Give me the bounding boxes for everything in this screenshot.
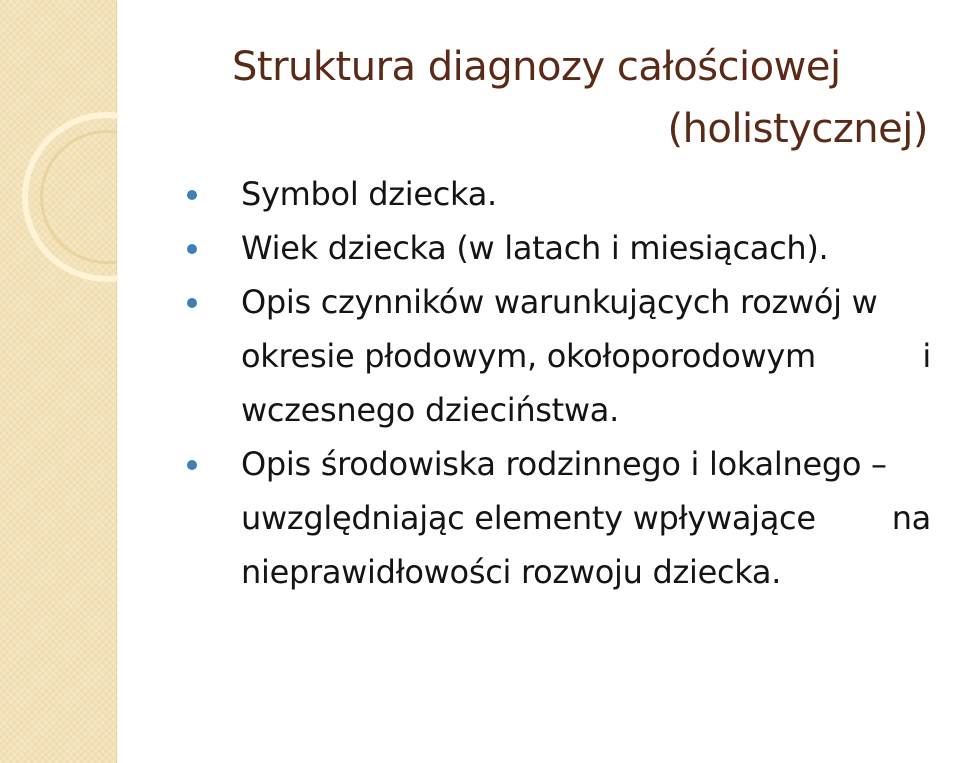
- list-item-text-row: [241, 491, 931, 545]
- slide-title-line-1: Struktura diagnozy całościowej: [232, 44, 841, 90]
- list-item-text: Symbol dziecka.: [241, 175, 497, 213]
- bullet-icon: [187, 190, 197, 200]
- list-item-text: Opis czynników warunkujących rozwój w: [241, 283, 878, 321]
- list-item-text: wczesnego dzieciństwa.: [241, 391, 619, 429]
- slide-title: [232, 36, 932, 160]
- list-item-text: uwzględniając elementy wpływające: [241, 499, 816, 537]
- bullet-list: [186, 167, 946, 599]
- list-item-text-row: [241, 329, 931, 383]
- slide-title-line-2: (holistycznej): [667, 106, 928, 152]
- list-item-text: Opis środowiska rodzinnego i lokalnego –: [241, 445, 887, 483]
- list-item-text: i: [922, 337, 931, 375]
- decorative-inner-ring-icon: [40, 130, 174, 264]
- list-item-text: okresie płodowym, okołoporodowym: [241, 337, 816, 375]
- list-item: [186, 221, 946, 275]
- list-item: [186, 275, 946, 437]
- bullet-icon: [187, 244, 197, 254]
- list-item-text: na: [891, 499, 931, 537]
- bullet-icon: [187, 460, 197, 470]
- bullet-icon: [187, 298, 197, 308]
- list-item: [186, 167, 946, 221]
- list-item-text: nieprawidłowości rozwoju dziecka.: [241, 553, 782, 591]
- list-item: [186, 437, 946, 599]
- list-item-text: Wiek dziecka (w latach i miesiącach).: [241, 229, 829, 267]
